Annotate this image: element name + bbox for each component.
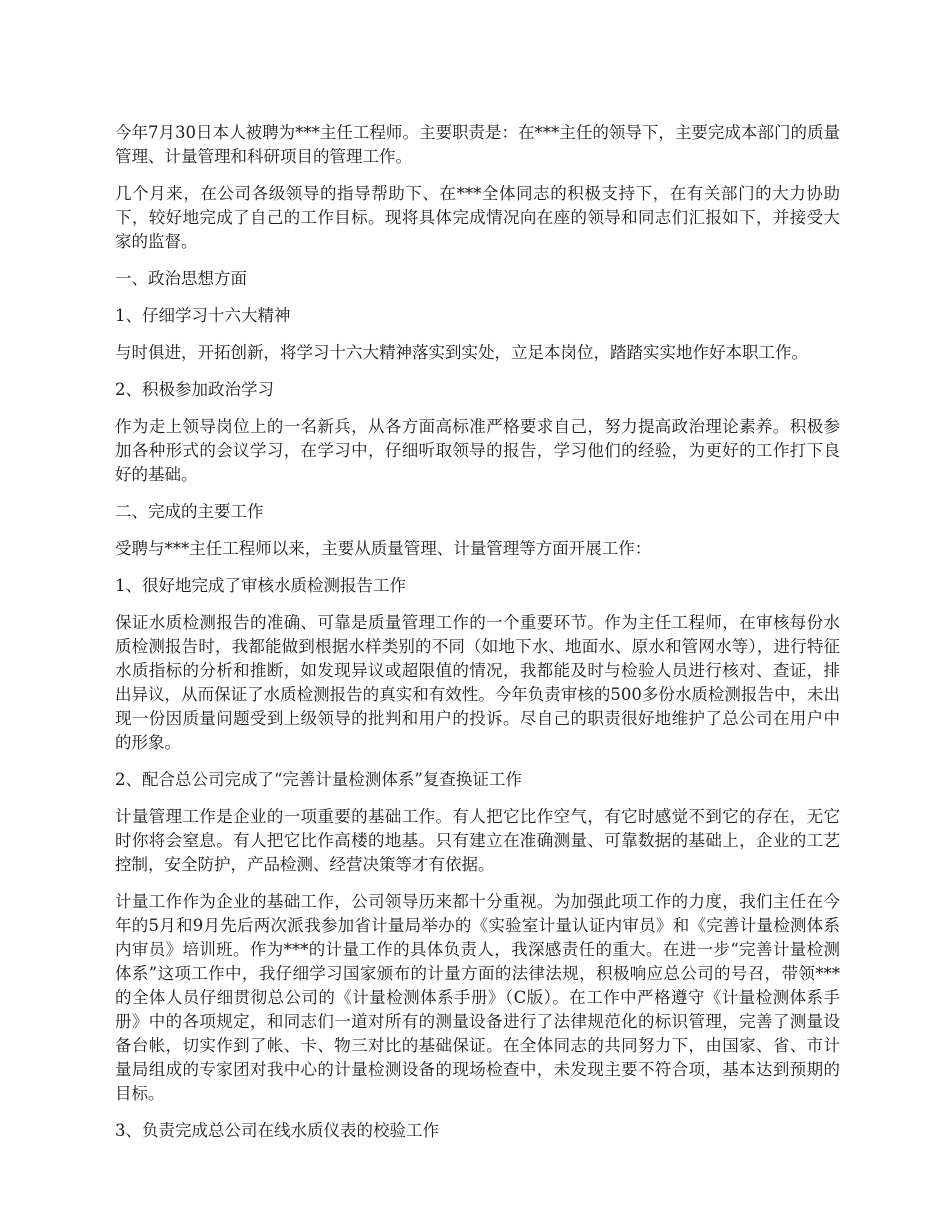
report-review-paragraph: 保证水质检测报告的准确、可靠是质量管理工作的一个重要环节。作为主任工程师，在审核每份水质检测报告时，我都能做到根据水样类别的不同（如地下水、地面水、原水和管网水等），进行特征水质指标的分析和推断，如发现异议或超限值的情况，我都能及时与检验人员进行核对、查证，排出异议，从而保证了水质检测报告的真实和有效性。今年负责审核的500多份水质检测报告中，未出现一份因质量问题受到上级领导的批判和用户的投诉。尽自己的职责很好地维护了总公司在用户中的形象。 [115, 613, 840, 752]
metrology-work-paragraph: 计量工作作为企业的基础工作，公司领导历来都十分重视。为加强此项工作的力度，我们主任在今年的5月和9月先后两次派我参加省计量局举办的《实验室计量认证内审员》和《完善计量检测体系内审员》培训班。作为***的计量工作的具体负责人，我深感责任的重大。在进一步“完善计量检测体系”这项工作中，我仔细学习国家颁布的计量方面的法律法规，积极响应总公司的号召，带领***的全体人员仔细贯彻总公司的《计量检测体系手册》（C版）。在工作中严格遵守《计量检测体系手册》中的各项规定，和同志们一道对所有的测量设备进行了法律规范化的标识管理，完善了测量设备台帐，切实作到了帐、卡、物三对比的基础保证。在全体同志的共同努力下，由国家、省、市计量局组成的专家团对我中心的计量检测设备的现场检查中，未发现主要不符合项，基本达到预期的目标。 [115, 892, 840, 1103]
subheading-study: 1、仔细学习十六大精神 [115, 306, 291, 325]
study-paragraph: 与时俱进，开拓创新，将学习十六大精神落实到实处，立足本岗位，踏踏实实地作好本职工作。 [115, 343, 808, 362]
intro-paragraph: 今年7月30日本人被聘为***主任工程师。主要职责是：在***主任的领导下，主要完成本部门的质量管理、计量管理和科研项目的管理工作。 [115, 123, 840, 166]
overview-paragraph: 几个月来，在公司各级领导的指导帮助下、在***全体同志的积极支持下，在有关部门的大力协助下，较好地完成了自己的工作目标。现将具体完成情况向在座的领导和同志们汇报如下，并接受大家的监督。 [115, 184, 840, 251]
political-study-paragraph: 作为走上领导岗位上的一名新兵，从各方面高标准严格要求自己，努力提高政治理论素养。积极参加各种形式的会议学习，在学习中，仔细听取领导的报告，学习他们的经验，为更好的工作打下良好的基础。 [115, 417, 840, 484]
subheading-report-review: 1、很好地完成了审核水质检测报告工作 [115, 576, 406, 595]
section-heading-main-work: 二、完成的主要工作 [115, 502, 264, 521]
subheading-political-study: 2、积极参加政治学习 [115, 380, 274, 399]
subheading-metrology-system: 2、配合总公司完成了“完善计量检测体系”复查换证工作 [115, 770, 522, 789]
main-work-intro-paragraph: 受聘与***主任工程师以来，主要从质量管理、计量管理等方面开展工作： [115, 539, 652, 558]
section-heading-political: 一、政治思想方面 [115, 269, 247, 288]
metrology-importance-paragraph: 计量管理工作是企业的一项重要的基础工作。有人把它比作空气，有它时感觉不到它的存在，无它时你将会窒息。有人把它比作高楼的地基。只有建立在准确测量、可靠数据的基础上，企业的工艺控制，安全防护，产品检测、经营决策等才有依据。 [115, 807, 840, 874]
subheading-instrument-calibration: 3、负责完成总公司在线水质仪表的校验工作 [115, 1121, 439, 1140]
document-body [115, 121, 840, 1156]
